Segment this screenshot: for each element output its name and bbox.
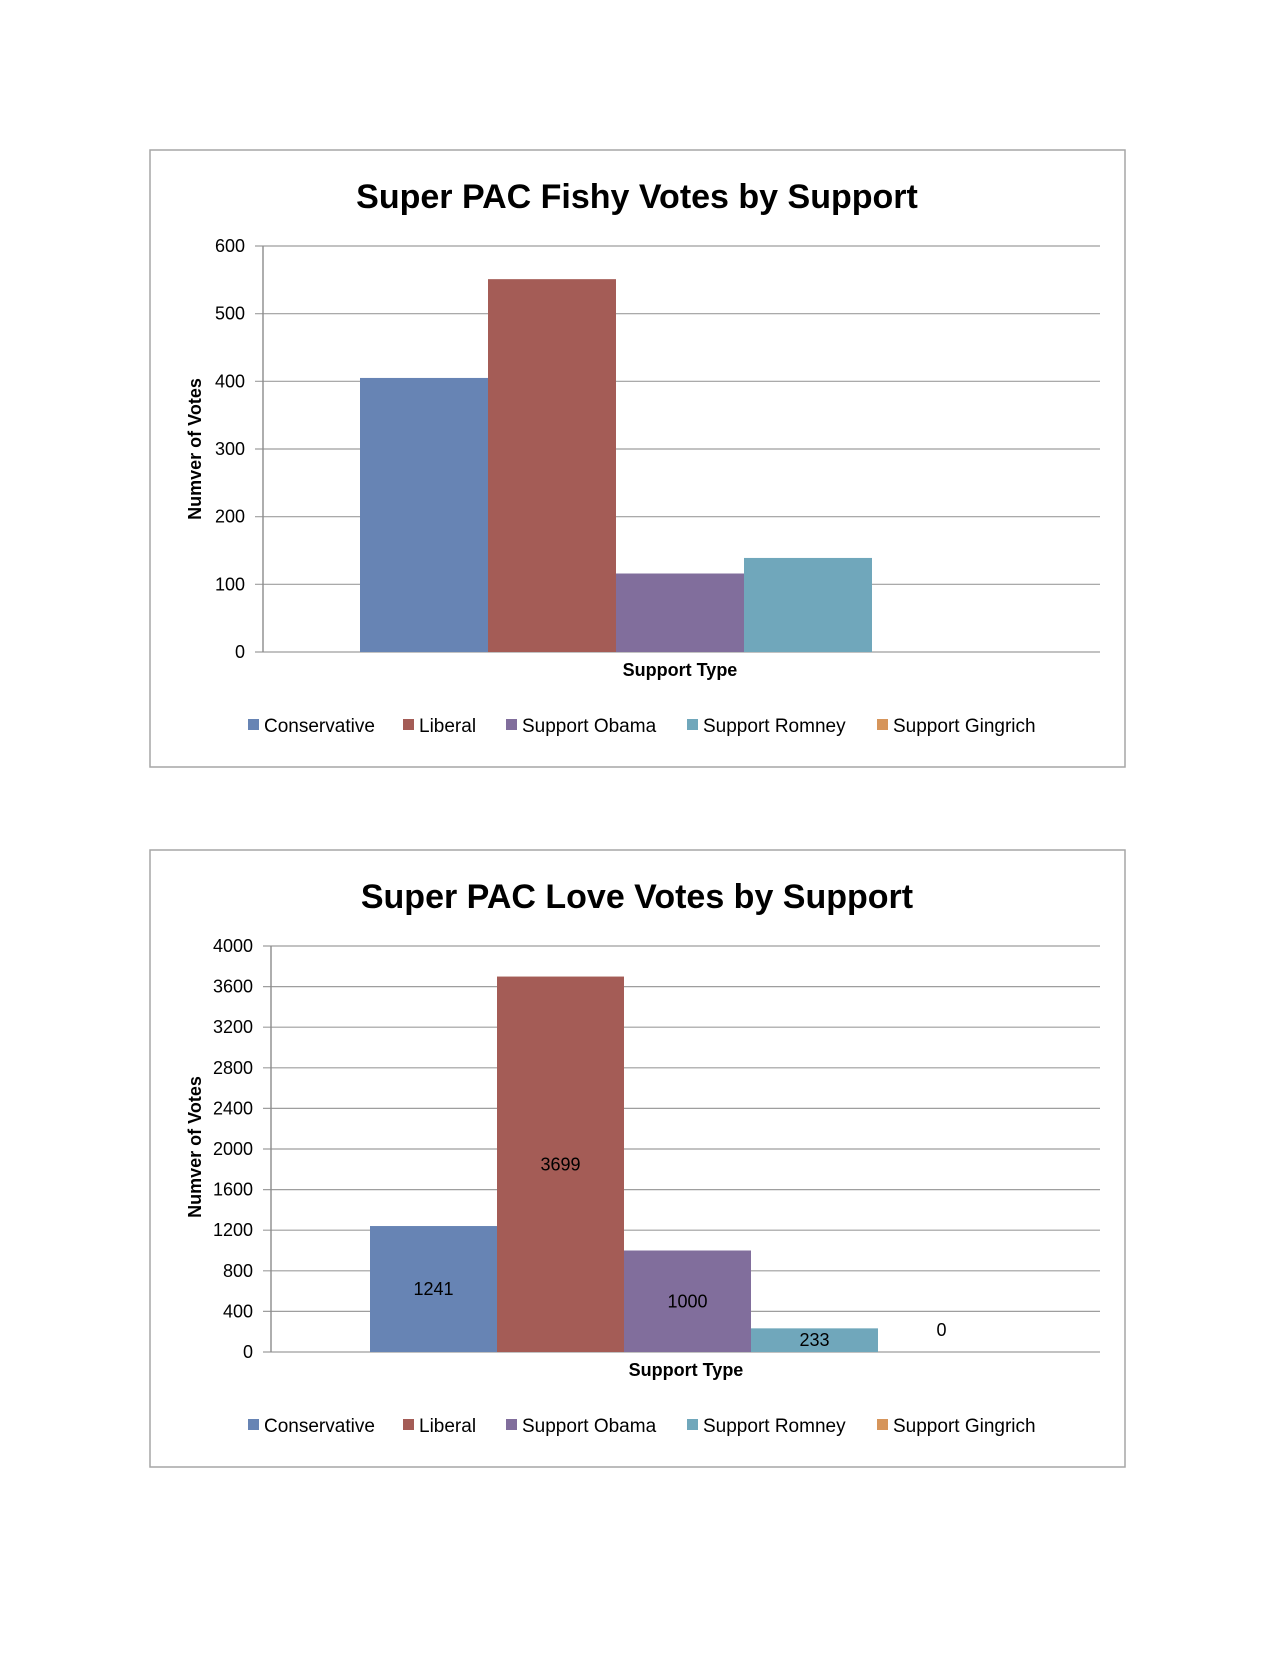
x-axis-label: Support Type bbox=[628, 1360, 744, 1380]
legend-swatch bbox=[687, 1419, 698, 1430]
y-tick-label: 0 bbox=[242, 1342, 253, 1362]
y-tick-label: 0 bbox=[234, 642, 245, 662]
legend-swatch bbox=[506, 719, 517, 730]
legend-swatch bbox=[687, 719, 698, 730]
legend-swatch bbox=[506, 1419, 517, 1430]
data-label: 3699 bbox=[540, 1154, 581, 1175]
y-tick-label: 600 bbox=[214, 236, 245, 256]
y-tick-label: 3200 bbox=[212, 1017, 253, 1038]
y-axis-label: Numver of Votes bbox=[185, 378, 205, 520]
y-tick-label: 1200 bbox=[212, 1220, 253, 1241]
legend-swatch bbox=[877, 719, 888, 730]
chart-title: Super PAC Fishy Votes by Support bbox=[356, 178, 918, 216]
legend-item bbox=[877, 716, 1036, 737]
y-tick-label: 2400 bbox=[212, 1098, 253, 1119]
legend-item bbox=[506, 716, 657, 737]
y-tick-label: 2800 bbox=[212, 1057, 253, 1078]
chart-fishy-votes bbox=[150, 150, 1125, 767]
legend-item bbox=[248, 1416, 375, 1437]
y-tick-label: 400 bbox=[222, 1301, 253, 1322]
y-tick-label: 500 bbox=[214, 303, 245, 324]
y-tick-label: 200 bbox=[214, 506, 245, 527]
legend-label: Support Gingrich bbox=[893, 716, 1036, 737]
legend-item bbox=[877, 1416, 1036, 1437]
y-tick-label: 2000 bbox=[212, 1139, 253, 1159]
legend-swatch bbox=[877, 1419, 888, 1430]
y-tick-label: 3600 bbox=[212, 976, 253, 997]
data-label: 1000 bbox=[667, 1291, 708, 1312]
legend-label: Support Obama bbox=[522, 1416, 657, 1437]
legend-item bbox=[506, 1416, 657, 1437]
legend-label: Conservative bbox=[264, 1416, 375, 1437]
legend-label: Liberal bbox=[419, 716, 477, 737]
bar-support-obama bbox=[616, 574, 744, 652]
data-label: 233 bbox=[799, 1330, 830, 1351]
legend-swatch bbox=[403, 719, 414, 730]
legend-label: Support Romney bbox=[703, 1416, 846, 1437]
y-tick-label: 800 bbox=[222, 1260, 253, 1281]
legend-swatch bbox=[248, 719, 259, 730]
y-axis-label: Numver of Votes bbox=[185, 1076, 205, 1218]
legend-label: Liberal bbox=[419, 1416, 477, 1437]
legend-item bbox=[687, 716, 846, 737]
chart-love-votes bbox=[150, 850, 1125, 1467]
legend-item bbox=[687, 1416, 846, 1437]
legend-item bbox=[248, 716, 375, 737]
legend-label: Support Romney bbox=[703, 716, 846, 737]
legend bbox=[248, 716, 1036, 737]
x-axis-label: Support Type bbox=[622, 660, 738, 680]
y-tick-label: 300 bbox=[214, 439, 245, 459]
legend-label: Conservative bbox=[264, 716, 375, 737]
bar-conservative bbox=[360, 378, 488, 652]
legend-label: Support Gingrich bbox=[893, 1416, 1036, 1437]
data-label: 1241 bbox=[413, 1279, 454, 1300]
legend bbox=[248, 1416, 1036, 1437]
bar-liberal bbox=[488, 279, 616, 652]
y-tick-label: 4000 bbox=[212, 936, 253, 956]
y-tick-label: 1600 bbox=[212, 1179, 253, 1200]
legend-swatch bbox=[248, 1419, 259, 1430]
y-tick-label: 100 bbox=[214, 574, 245, 595]
legend-swatch bbox=[403, 1419, 414, 1430]
data-label: 0 bbox=[936, 1320, 947, 1340]
legend-label: Support Obama bbox=[522, 716, 657, 737]
bar-support-romney bbox=[744, 558, 872, 652]
y-tick-label: 400 bbox=[214, 371, 245, 392]
chart-title: Super PAC Love Votes by Support bbox=[360, 878, 914, 916]
